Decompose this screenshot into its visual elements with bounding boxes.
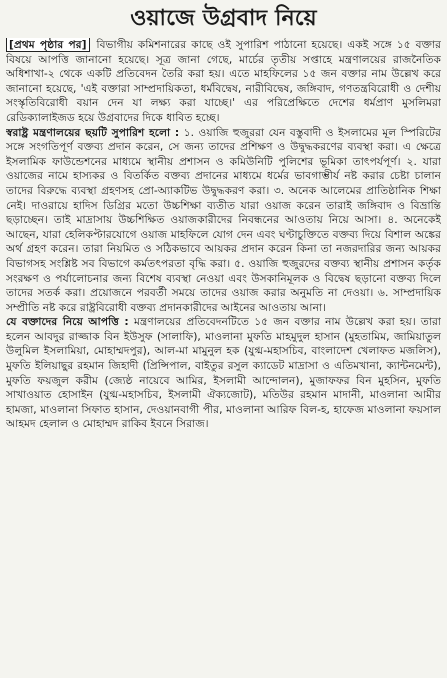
speakers-subheading: যে বক্তাদের নিয়ে আপত্তি : (6, 315, 129, 329)
article-body (6, 38, 441, 432)
continuation-marker: [প্রথম পৃষ্ঠার পর] (6, 38, 90, 52)
speakers-paragraph (6, 315, 441, 432)
intro-paragraph (6, 38, 441, 126)
article-headline: ওয়াজে উগ্রবাদ নিয়ে (130, 6, 317, 31)
intro-text: বিভাগীয় কমিশনারের কাছে ওই সুপারিশ পাঠানো হয়েছে। একই সঙ্গে ১৫ বক্তার বিষয়ে আপত্তি জানানো হয়েছে। সূত্র জানা গেছে, মার্চের তৃতীয় সপ্তাহে মন্ত্রণালয়ের রাজনৈতিক অধিশাখা-২ থেকে একটি প্রতিবেদন তৈরি করা হয়। এতে মাহফিলের ১৫ জন বক্তার নাম উল্লেখ করে জানানো হয়েছে, 'এই বক্তারা সাম্প্রদায়িকতা, ধর্মবিদ্বেষ, নারীবিদ্বেষ, জঙ্গিবাদ, গণতন্ত্রবিরোধী ও দেশীয় সংস্কৃতিবিরোধী বয়ান দেন যা লক্ষ্য করা যাচ্ছে।' এর পরিপ্রেক্ষিতে দেশের ধর্মপ্রাণ মুসলিমরা রেডিক্যালাইজড হয়ে উগ্রবাদের দিকে ধাবিত হচ্ছে। (6, 38, 441, 124)
speakers-text: মন্ত্রণালয়ের প্রতিবেদনটিতে ১৫ জন বক্তার নাম উল্লেখ করা হয়। তারা হলেন আবদুর রাজ্জাক বিন ইউসুফ (সালাফি), মাওলানা মুফতি মাহমুদুল হাসান (মুহতামিম, জামিয়াতুল উলুমিল ইসলামিয়া, মোহাম্মদপুর), আল-মা মামুনুল হক (যুগ্ম-মহাসচিব, বাংলাদেশ খেলাফত মজলিস), মুফতি ইলিয়াছুর রহমান জিহাদী (প্রিন্সিপাল, বাইতুর রসুল ক্যাডেট মাদ্রাসা ও এতিমখানা, ক্যান্টনমেন্ট), মুফতি ফয়জুল করীম (জ্যেষ্ঠ নায়েবে আমির, ইসলামী আন্দোলন), মুজাফফর বিন মুহসিন, মুফতি সাখাওয়াত হোসাইন (যুগ্ম-মহাসচিব, ইসলামী ঐক্যজোট), মতিউর রহমান মাদানী, মাওলানা আমীর হামজা, মাওলানা সিফাত হাসান, দেওয়ানবাগী পীর, মাওলানা আরিফ বিল-হ, হাফেজ মাওলানা ফয়সাল আহমদ হেলাল ও মোহাম্মদ রাকিব ইবনে সিরাজ। (6, 315, 441, 431)
recommendations-text: ১. ওয়াজি হুজুররা যেন বস্তুবাদী ও ইসলামের মূল স্পিরিটের সঙ্গে সংগতিপূর্ণ বক্তব্য প্রদান করেন, সে জন্য তাদের প্রশিক্ষণ ও উদ্বুদ্ধকরণের ব্যবস্থা করা। এ ক্ষেত্রে ইসলামিক ফাউন্ডেশনের মাধ্যমে স্থানীয় প্রশাসন ও কমিউনিটি পুলিশের ভূমিকা তাৎপর্যপূর্ণ। ২. যারা ওয়াজের নামে হাস্যকর ও বিতর্কিত বক্তব্য প্রদানের মাধ্যমে ধর্মের ভাবগাম্ভীর্য নষ্ট করার চেষ্টা চালান তাদের বিরুদ্ধে ব্যবস্থা গ্রহণসহ প্রো-অ্যাকটিভ উদ্বুদ্ধকরণ করা। ৩. অনেক আলেমের প্রাতিষ্ঠানিক শিক্ষা নেই। দাওরায়ে হাদিস ডিগ্রির মতো উচ্চশিক্ষা ব্যতীত যারা ওয়াজ করেন তারাই জঙ্গিবাদ ও বিভ্রান্তি ছড়াচ্ছেন। তাই মাদ্রাসায় উচ্চশিক্ষিত ওয়াজকারীদের নিবন্ধনের আওতায় নিয়ে আসা। ৪. অনেকেই আছেন, যারা হেলিকপ্টারযোগে ওয়াজ মাহফিলে যোগ দেন এবং ঘণ্টাচুক্তিতে বক্তব্য দিয়ে বিশাল অঙ্কের অর্থ গ্রহণ করেন। তারা নিয়মিত ও সঠিকভাবে আয়কর প্রদান করেন কিনা তা নজরদারির জন্য আয়কর বিভাগসহ সংশ্লিষ্ট সব বিভাগে কর্মতৎপরতা বৃদ্ধি করা। ৫. ওয়াজি হুজুরদের বক্তব্য স্থানীয় প্রশাসন কর্তৃক সংরক্ষণ ও পর্যালোচনার জন্য বিশেষ ব্যবস্থা নেওয়া এবং উসকানিমূলক ও বিদ্বেষ ছড়ানো বক্তব্য দিলে তাদের সতর্ক করা। প্রয়োজনে পরবর্তী সময়ে তাদের ওয়াজ করার অনুমতি না দেওয়া। ৬. সাম্প্রদায়িক সম্প্রীতি নষ্ট করে রাষ্ট্রবিরোধী বক্তব্য প্রদানকারীদের আইনের আওতায় আনা। (6, 125, 441, 314)
recommendations-subheading: স্বরাষ্ট্র মন্ত্রণালয়ের ছয়টি সুপারিশ হলো : (6, 125, 180, 139)
recommendations-paragraph (6, 126, 441, 316)
